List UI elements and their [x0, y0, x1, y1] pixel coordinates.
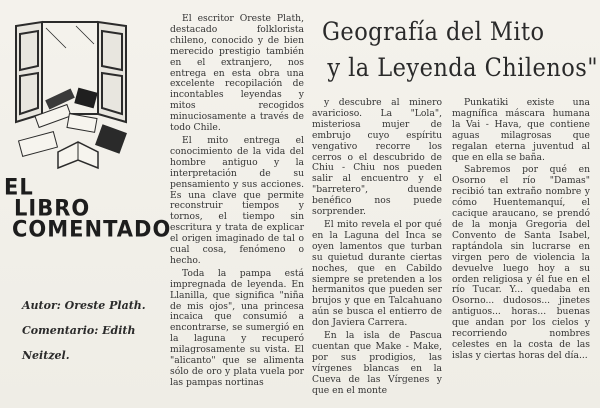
- text-column-2: [312, 98, 442, 398]
- open-window-icon: [16, 22, 126, 122]
- book-illustration: [6, 18, 136, 176]
- section-title-line: COMENTADO: [12, 216, 172, 242]
- review-credit: Comentario: Edith: [22, 324, 136, 337]
- text-column-1: [170, 14, 304, 391]
- paragraph: y descubre al minero avaricioso. La "Lola", misteriosa mujer de embrujo cuyo espíritu vengativo recorre los cerros o el descubrido de Chiu - Chiu nos pueden salir al encuentro y el "barretero", duende benéfico nos puede sorprender.: [312, 97, 442, 218]
- paragraph: Punkatiki existe una magnífica máscara humana la Vai - Hava, que contiene aguas milagrosas que regalan eterna juventud al que en ella se baña.: [452, 97, 590, 163]
- paragraph: En la isla de Pascua cuentan que Make - Make, por sus prodigios, las vírgenes blancas en la Cueva de las Vírgenes y que en el monte: [312, 330, 442, 396]
- text-column-3: [452, 98, 590, 364]
- paragraph: El mito revela el por qué en la Laguna del Inca se oyen lamentos que turban su quietud durante ciertas noches, que en Cabildo siempre se pretenden a los hermanitos que pueden ser brujos y que en Talcahuano aún se busca el entierro de don Javiera Carrera.: [312, 218, 442, 329]
- headline-line-2: y la Leyenda Chilenos": [327, 53, 599, 82]
- section-title: [4, 174, 172, 242]
- paragraph: Toda la pampa está impregnada de leyenda. En Llanilla, que significa "niña de mis ojos", una princesa incaica que consumió a encontrarse, se sumergió en la laguna y recuperó milagrosamente su vista. El "alicanto" que se alimenta sólo de oro y plata vuela por las pampas nortinas: [170, 267, 304, 388]
- paragraph: Sabremos por qué en Osorno el río "Damas" recibió tan extraño nombre y cómo Huentemanquí, el cacique araucano, se prendó de la monja Gregoria del Convento de Santa Isabel, raptándola sin lucrarse en virgen pero de violencia la devuelve luego hoy a su orden religiosa y él fue en el río Tucar. Y... quedaba en Osorno... dudosos... jinetes antiguos... horas... buenas que andan por los cielos y recorriendo nombres celestes en la costa de las islas y ciertas horas del día...: [452, 164, 590, 361]
- review-credit-cont: Neitzel.: [22, 349, 70, 362]
- author-credit: Autor: Oreste Plath.: [22, 299, 146, 312]
- paragraph: El mito entrega el conocimiento de la vida del hombre antiguo y la interpretación de su pensamiento y sus acciones. Es una clave que permite reconstruir tiempos y tornos, el tiempo sin escritura y trata de explicar el origen imaginado de tal o cual cosa, fenómeno o hecho.: [170, 134, 304, 266]
- section-title-line: EL: [4, 174, 34, 200]
- paragraph: El escritor Oreste Plath, destacado folklorista chileno, conocido y de bien merecido prestigio también en el extranjero, nos entrega en esta obra una excelente recopilación de incontables leyendas y mitos recogidos minuciosamente a través de todo Chile.: [170, 13, 304, 134]
- headline-line-1: Geografía del Mito: [322, 17, 545, 46]
- section-title-line: LIBRO: [14, 195, 91, 221]
- credits: [22, 293, 167, 368]
- article-headline: [322, 14, 599, 86]
